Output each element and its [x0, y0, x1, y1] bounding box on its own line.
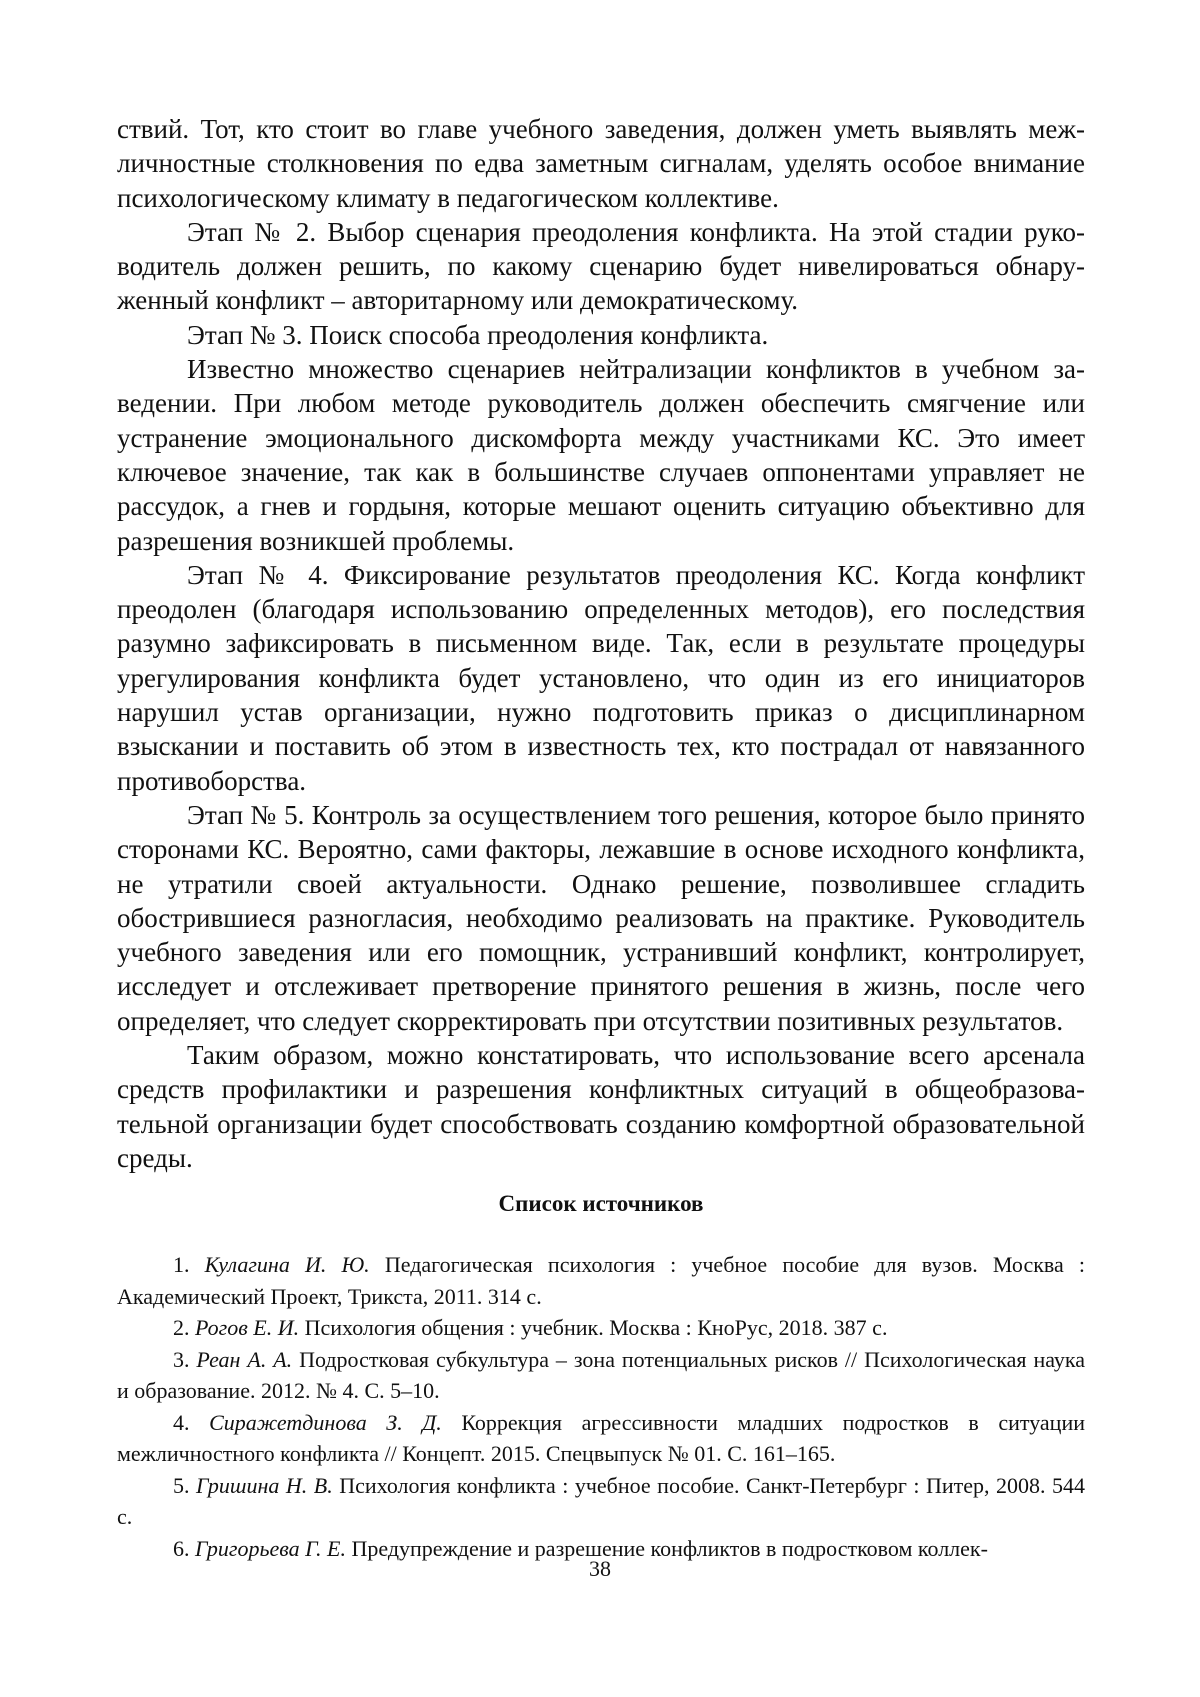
reference-author: Гришина Н. В.	[196, 1472, 333, 1498]
reference-author: Рогов Е. И.	[195, 1315, 300, 1341]
reference-item	[117, 1344, 1085, 1407]
reference-author: Сиражетдинова З. Д.	[209, 1409, 442, 1435]
page-content	[117, 112, 1085, 1564]
references-title: Список источников	[498, 1191, 704, 1217]
reference-item	[117, 1407, 1085, 1470]
paragraph: Этап № 3. Поиск способа преодоления конфликта.	[187, 319, 769, 350]
reference-item	[117, 1470, 1085, 1533]
paragraph: Известно множество сценариев нейтрализации конфликтов в учебном заведении. При любом методе руководитель должен обеспечить смягчение или устранение эмоционального дискомфорта между участниками КС. Это имеет ключевое значение, так как в большинстве случаев оппонентами управляет не рассудок, а гнев и гордыня, которые мешают оценить ситуацию объективно для разрешения возникшей проблемы.	[117, 354, 1085, 556]
reference-author: Григорьева Г. Е.	[195, 1535, 346, 1561]
paragraph: Этап № 4. Фиксирование результатов преодоления КС. Когда конфликт преодолен (благодаря использованию определенных методов), его последствия разумно зафиксировать в письменном виде. Так, если в результате процедуры урегулирования конфликта будет установлено, что один из его инициаторов нарушил устав организации, нужно подготовить приказ о дисциплинарном взыскании и поставить об этом в известность тех, кто пострадал от навязанного противоборства.	[117, 559, 1085, 796]
reference-text: Педагогическая психология : учебное пособие для вузов. Москва : Академический Проект, Трикста, 2011. 314 с.	[117, 1252, 1086, 1309]
reference-text: Психология конфликта : учебное пособие. Санкт-Петербург : Питер, 2008. 544 с.	[117, 1472, 1086, 1530]
reference-number: 2.	[173, 1315, 190, 1341]
reference-number: 3.	[173, 1346, 190, 1372]
paragraph: Этап № 5. Контроль за осуществлением того решения, которое было принято сторонами КС. Вероятно, сами факторы, лежавшие в основе исходного конфликта, не утратили своей актуальности. Однако решение, позволившее сгладить обострившиеся разногласия, необходимо реализовать на практике. Руководитель учебного заведения или его помощник, устранивший конфликт, контролирует, исследует и отслеживает претворение принятого решения в жизнь, после чего определяет, что следует скорректировать при отсутствии позитивных результатов.	[117, 799, 1085, 1036]
reference-text: Подростковая субкультура – зона потенциальных рисков // Психологическая наука и образование. 2012. № 4. С. 5–10.	[117, 1346, 1085, 1404]
reference-number: 4.	[173, 1409, 190, 1435]
page-number: 38	[589, 1556, 611, 1581]
reference-number: 1.	[173, 1252, 190, 1278]
references-list	[117, 1249, 1085, 1564]
paragraph: ствий. Тот, кто стоит во главе учебного заведения, должен уметь выявлять межличностные столкновения по едва заметным сигналам, уделять особое внимание психологическому климату в педагогическом коллективе.	[117, 114, 1085, 213]
reference-author: Кулагина И. Ю.	[204, 1252, 370, 1278]
body-text	[117, 112, 1085, 1175]
reference-item	[117, 1312, 1085, 1344]
paragraph: Этап № 2. Выбор сценария преодоления конфликта. На этой стадии руководитель должен решить, по какому сценарию будет нивелироваться обнаруженный конфликт – авторитарному или демократическому.	[117, 216, 1085, 316]
reference-number: 5.	[173, 1472, 190, 1498]
paragraph: Таким образом, можно констатировать, что использование всего арсенала средств профилактики и разрешения конфликтных ситуаций в общеобразовательной организации будет способствовать созданию комфортной образовательной среды.	[117, 1040, 1085, 1173]
reference-text: Предупреждение и разрешение конфликтов в подростковом коллек-	[351, 1535, 988, 1561]
reference-author: Реан А. А.	[196, 1346, 293, 1372]
reference-number: 6.	[173, 1535, 190, 1561]
reference-text: Коррекция агрессивности младших подростков в ситуации межличностного конфликта // Концепт. 2015. Спецвыпуск № 01. С. 161–165.	[117, 1409, 1085, 1467]
reference-text: Психология общения : учебник. Москва : КноРус, 2018. 387 с.	[304, 1315, 888, 1341]
reference-item	[117, 1249, 1085, 1312]
